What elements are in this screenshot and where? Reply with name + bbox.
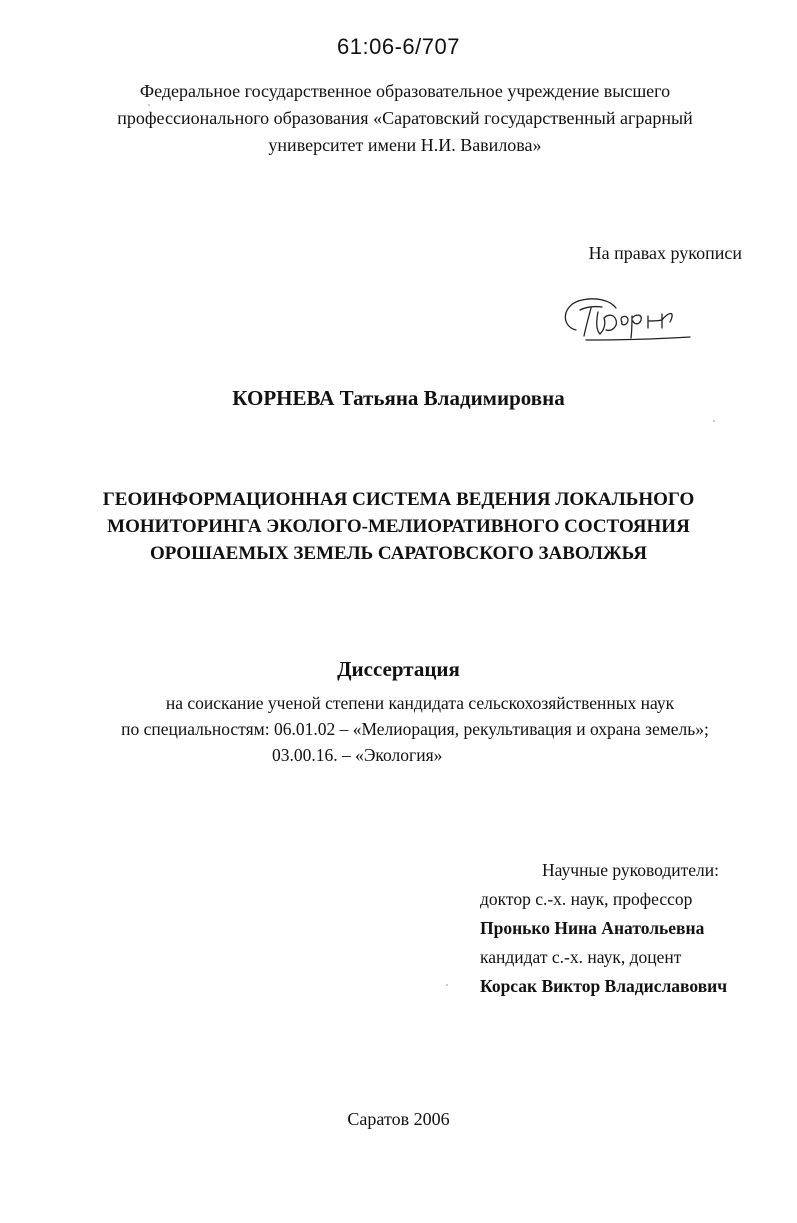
supervisor-name: Корсак Виктор Владиславович — [480, 976, 728, 996]
specialty-line: по специальностям: 06.01.02 – «Мелиорация, рекультивация и охрана земель»; — [121, 719, 709, 739]
institution-line: университет имени Н.И. Вавилова» — [268, 135, 542, 155]
catalog-number: 61:06-6/707 — [337, 34, 460, 59]
city-year: Саратов 2006 — [347, 1109, 450, 1129]
specialty-line: 03.00.16. – «Экология» — [272, 745, 443, 765]
handwritten-signature-icon — [558, 290, 698, 350]
supervisors-heading: Научные руководители: — [542, 860, 719, 880]
scan-speck — [148, 104, 150, 106]
supervisors-block — [480, 856, 780, 1001]
dissertation-title — [0, 486, 797, 567]
author-name: КОРНЕВА Татьяна Владимировна — [232, 386, 565, 410]
supervisor-title: кандидат с.-х. наук, доцент — [480, 947, 682, 967]
supervisor-name: Пронько Нина Анатольевна — [480, 918, 705, 938]
title-line: МОНИТОРИНГА ЭКОЛОГО-МЕЛИОРАТИВНОГО СОСТОЯНИЯ — [107, 516, 690, 537]
scan-speck — [446, 984, 448, 986]
title-line: ОРОШАЕМЫХ ЗЕМЕЛЬ САРАТОВСКОГО ЗАВОЛЖЬЯ — [150, 543, 647, 564]
title-line: ГЕОИНФОРМАЦИОННАЯ СИСТЕМА ВЕДЕНИЯ ЛОКАЛЬНОГО — [102, 489, 695, 510]
signature — [558, 290, 698, 350]
scan-speck — [713, 420, 715, 422]
degree-line: на соискание ученой степени кандидата сельскохозяйственных наук — [165, 693, 675, 713]
degree-info — [120, 690, 720, 768]
institution-name — [60, 78, 750, 159]
institution-line: Федеральное государственное образовательное учреждение высшего — [139, 81, 671, 101]
rights-note: На правах рукописи — [588, 243, 742, 263]
institution-line: профессионального образования «Саратовский государственный аграрный — [117, 108, 693, 128]
document-type: Диссертация — [337, 657, 460, 681]
supervisor-title: доктор с.-х. наук, профессор — [480, 889, 693, 909]
